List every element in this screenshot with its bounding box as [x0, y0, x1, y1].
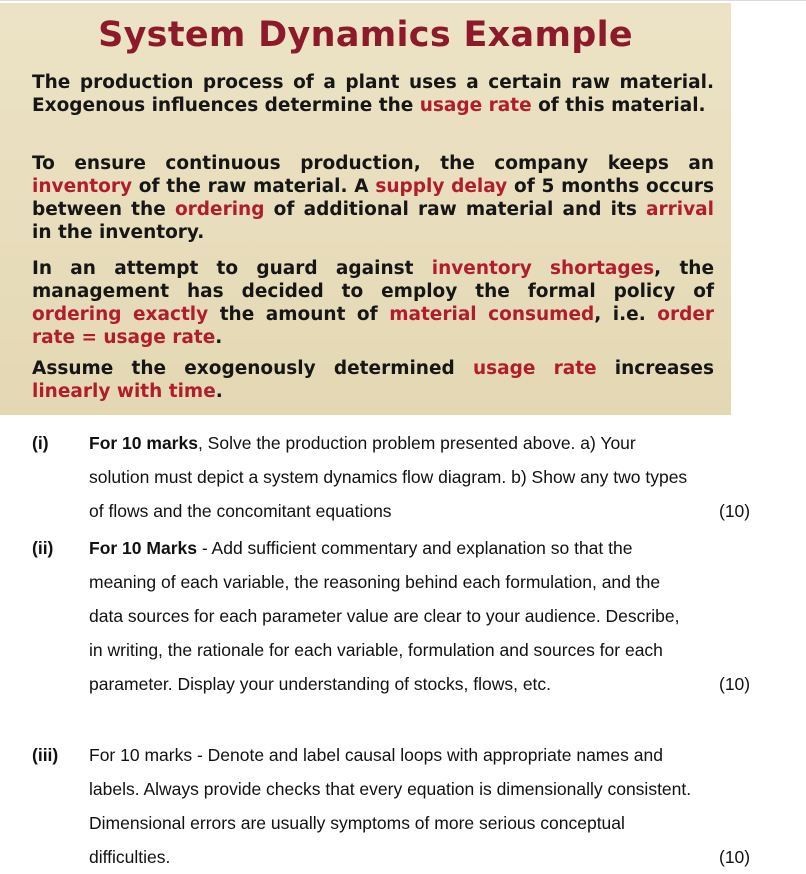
paragraph-text: The production process of a plant uses a certain raw material. Exogenous influences determine the [32, 72, 714, 116]
marks-label: For 10 marks [89, 433, 198, 453]
paragraph-text: To ensure continuous production, the company keeps an [32, 153, 714, 174]
marks-value: (10) [719, 674, 751, 694]
slide-paragraph-4 [32, 357, 714, 403]
top-divider [0, 0, 806, 1]
highlighted-term: ordering [174, 199, 265, 220]
paragraph-text: , i.e. [594, 304, 658, 325]
question-number: (iii) [32, 745, 59, 765]
highlighted-term: ordering exactly [32, 304, 209, 325]
question-line: For 10 marks - Denote and label causal loops with appropriate names and [89, 745, 663, 765]
highlighted-term: usage rate [419, 95, 532, 116]
marks-label: For 10 Marks [89, 538, 197, 558]
question-number: (ii) [32, 538, 54, 558]
paragraph-text: in the inventory. [32, 222, 205, 243]
paragraph-text: increases [596, 358, 714, 379]
highlighted-term: arrival [646, 199, 715, 220]
paragraph-text: , the management has decided to employ the formal policy of [32, 258, 715, 302]
slide-title: System Dynamics Example [98, 15, 633, 55]
highlighted-term: linearly with time [32, 381, 216, 402]
paragraph-text: . [215, 327, 223, 348]
question-line [89, 426, 779, 460]
slide-image [0, 3, 731, 415]
question-body [89, 426, 779, 528]
highlighted-term: usage rate [472, 358, 597, 379]
paragraph-text: of additional raw material and its [264, 199, 647, 220]
question-text: - Add sufficient commentary and explanation so that the [196, 538, 633, 558]
paragraph-text: In an attempt to guard against [32, 258, 432, 279]
question-text: difficulties. [89, 847, 171, 867]
paragraph-text: . [215, 381, 223, 402]
highlighted-term: order rate = usage rate [32, 304, 714, 348]
question-line: in writing, the rationale for each variable, formulation and sources for each [89, 640, 663, 660]
question-text: of flows and the concomitant equations [89, 501, 392, 521]
question-line [89, 840, 779, 874]
highlighted-term: material consumed [389, 304, 595, 325]
question-line: labels. Always provide checks that every equation is dimensionally consistent. [89, 779, 692, 799]
paragraph-text: the amount of [208, 304, 390, 325]
question-line [89, 667, 779, 701]
question-body [89, 738, 779, 874]
marks-value: (10) [719, 847, 751, 867]
question-line: Dimensional errors are usually symptoms of more serious conceptual [89, 813, 625, 833]
question-body [89, 531, 779, 701]
question-text: , Solve the production problem presented above. a) Your [197, 433, 636, 453]
highlighted-term: inventory [32, 176, 133, 197]
paragraph-text: of this material. [531, 95, 706, 116]
question-line [89, 531, 779, 565]
question-number: (i) [32, 433, 49, 453]
highlighted-term: inventory shortages [431, 258, 655, 279]
slide-paragraph-2 [32, 152, 714, 244]
slide-paragraph-3 [32, 257, 714, 349]
paragraph-text: Assume the exogenously determined [32, 358, 473, 379]
slide-paragraph-1 [32, 71, 714, 117]
question-text: parameter. Display your understanding of stocks, flows, etc. [89, 674, 552, 694]
question-line [89, 494, 779, 528]
marks-value: (10) [719, 501, 751, 521]
paragraph-text: of 5 months occurs between the [32, 176, 714, 220]
question-line: solution must depict a system dynamics flow diagram. b) Show any two types [89, 467, 688, 487]
highlighted-term: supply delay [375, 176, 508, 197]
question-line: meaning of each variable, the reasoning behind each formulation, and the [89, 572, 661, 592]
question-line: data sources for each parameter value are clear to your audience. Describe, [89, 606, 680, 626]
paragraph-text: of the raw material. A [132, 176, 376, 197]
